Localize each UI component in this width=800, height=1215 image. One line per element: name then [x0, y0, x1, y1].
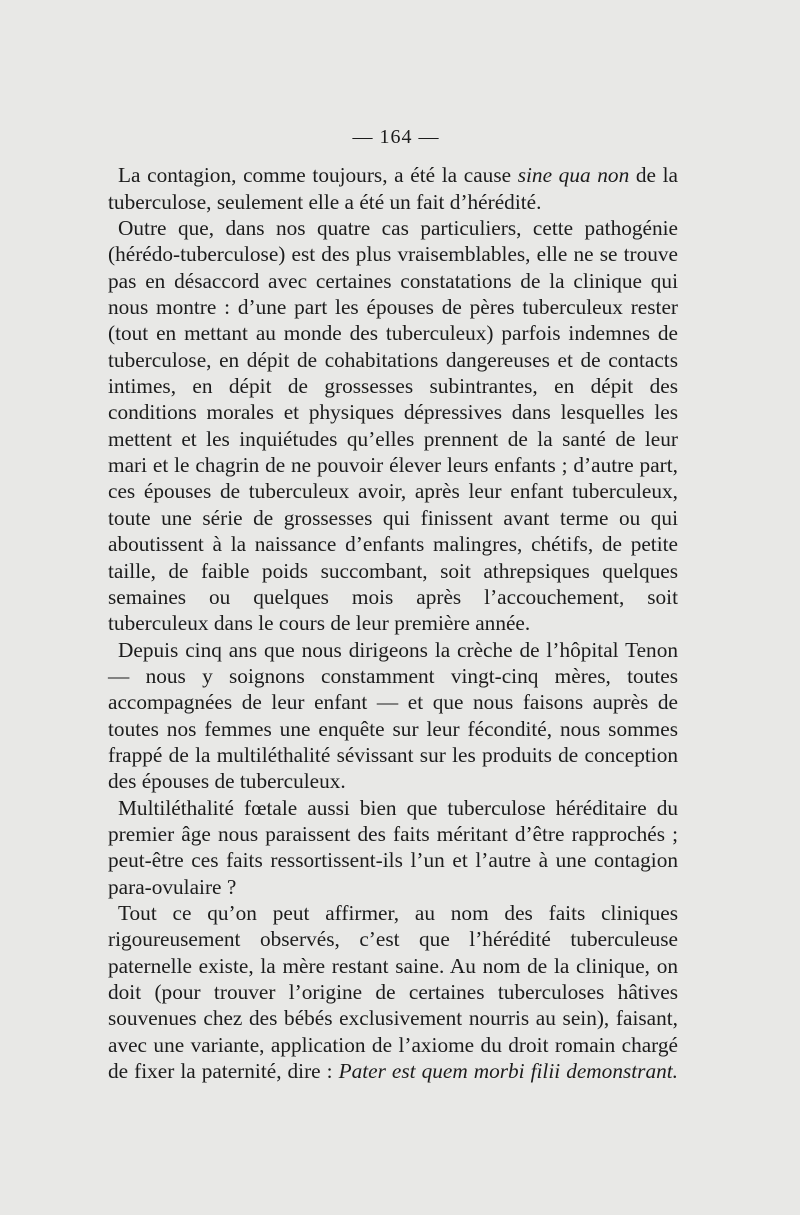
paragraph-1-text-after: de la tuberculose, seulement elle a été un fait d’hérédité. [108, 163, 678, 214]
paragraph-2: Outre que, dans nos quatre cas particuliers, cette pathogénie (hérédo-tuberculose) est des plus vraisemblables, elle ne se trouve pas en désaccord avec certaines constatations de la clinique qui nous montre : d’une part les épouses de pères tuberculeux rester (tout en mettant au monde des tuberculeux) parfois indemnes de tuberculose, en dépit de cohabitations dangereuses et de contacts intimes, en dépit de grossesses subintrantes, en dépit des conditions morales et physiques dépressives dans lesquelles les mettent et les inquiétudes qu’elles prennent de la santé de leur mari et le chagrin de ne pouvoir élever leurs enfants ; d’autre part, ces épouses de tuberculeux avoir, après leur enfant tuberculeux, toute une série de grossesses qui finissent avant terme ou qui aboutissent à la naissance d’enfants malingres, chétifs, de petite taille, de faible poids succombant, soit athrepsiques quelques semaines ou quelques mois après l’accouchement, soit tuberculeux dans le cours de leur première année. [108, 216, 678, 636]
paragraph-4: Multiléthalité fœtale aussi bien que tuberculose héréditaire du premier âge nous paraissent des faits méritant d’être rapprochés ; peut-être ces faits ressortissent-ils l’un et l’autre à une contagion para-ovulaire ? [108, 795, 678, 899]
paragraph-5-latin-maxim: Pater est quem morbi filii demonstrant. [338, 1059, 678, 1084]
paragraph-3: Depuis cinq ans que nous dirigeons la crèche de l’hôpital Tenon — nous y soignons constamment vingt-cinq mères, toutes accompagnées de leur enfant — et que nous faisons auprès de toutes nos femmes une enquête sur leur fécondité, nous sommes frappé de la multiléthalité sévissant sur les produits de conception des épouses de tuberculeux. [108, 637, 678, 794]
paragraph-5-text: Tout ce qu’on peut affirmer, au nom des faits cliniques rigoureusement observés, c’est que l’hérédité tuberculeuse paternelle existe, la mère restant saine. Au nom de la clinique, on doit (pour trouver l’origine de certaines tuberculoses hâtives souvenues chez des bébés exclusivement nourris au sein), faisant, avec une variante, application de l’axiome du droit romain chargé de fixer la paternité, dire : [108, 900, 678, 1084]
page-number: — 164 — [352, 126, 440, 148]
paragraph-1-text-before: La contagion, comme toujours, a été la cause [118, 163, 518, 188]
text-block [108, 124, 678, 1084]
paragraph-1-latin-phrase: sine qua non [517, 163, 630, 188]
paragraph-1 [108, 162, 678, 215]
paragraph-5 [108, 900, 678, 1084]
